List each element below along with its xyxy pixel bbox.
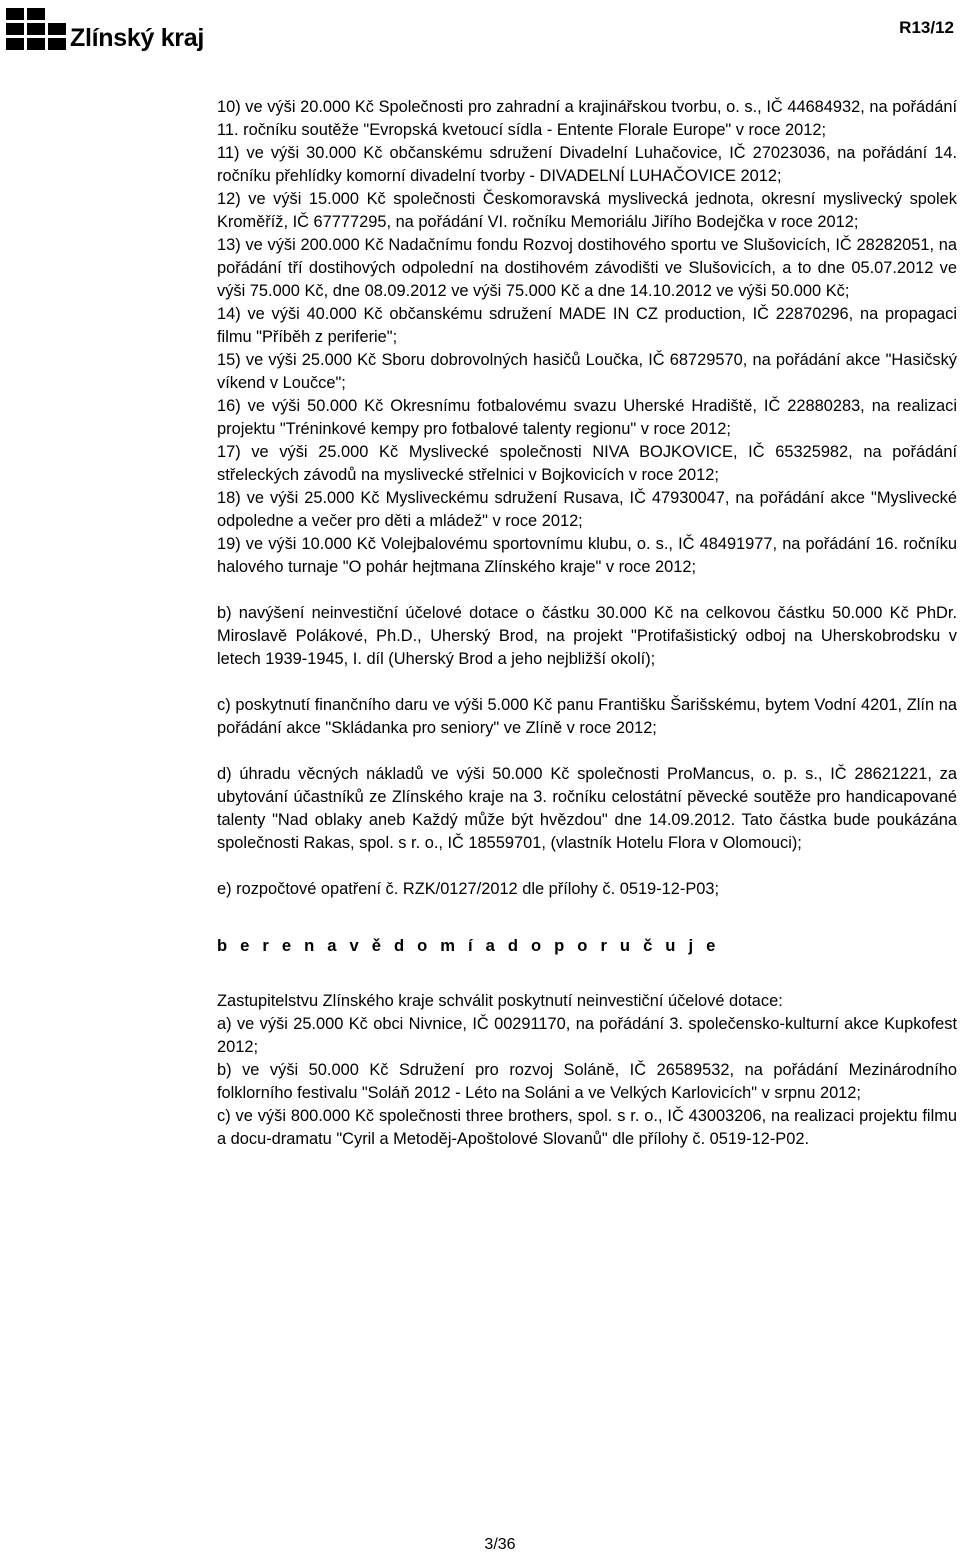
list-item: 16) ve výši 50.000 Kč Okresnímu fotbalovému svazu Uherské Hradiště, IČ 22880283, na realizaci projektu "Tréninkové kempy pro fotbalové talenty regionu" v roce 2012; bbox=[217, 397, 957, 438]
page-number bbox=[0, 1536, 960, 1554]
recommend-item-a: a) ve výši 25.000 Kč obci Nivnice, IČ 00291170, na pořádání 3. společensko-kulturní akce Kupkofest 2012; bbox=[217, 1015, 957, 1056]
section-e: e) rozpočtové opatření č. RZK/0127/2012 dle přílohy č. 0519-12-P03; bbox=[217, 880, 720, 898]
recommend-item-c: c) ve výši 800.000 Kč společnosti three brothers, spol. s r. o., IČ 43003206, na realizaci projektu filmu a docu-dramatu "Cyril a Metoděj-Apoštolové Slovanů" dle přílohy č. 0519-12-P02. bbox=[217, 1107, 957, 1148]
list-item: 14) ve výši 40.000 Kč občanskému sdružení MADE IN CZ production, IČ 22870296, na propagaci filmu "Příběh z periferie"; bbox=[217, 305, 957, 346]
recommend-intro: Zastupitelstvu Zlínského kraje schválit poskytnutí neinvestiční účelové dotace: bbox=[217, 992, 783, 1010]
list-item: 12) ve výši 15.000 Kč společnosti Českomoravská myslivecká jednota, okresní myslivecký spolek Kroměříž, IČ 67777295, na pořádání VI. ročníku Memoriálu Jiřího Bodejčka v roce 2012; bbox=[217, 190, 957, 231]
list-item: 19) ve výši 10.000 Kč Volejbalovému sportovnímu klubu, o. s., IČ 48491977, na pořádání 16. ročníku halového turnaje "O pohár hejtmana Zlínského kraje" v roce 2012; bbox=[217, 535, 957, 576]
zlinsky-kraj-logo bbox=[6, 8, 204, 53]
list-item: 17) ve výši 25.000 Kč Myslivecké společnosti NIVA BOJKOVICE, IČ 65325982, na pořádání střeleckých závodů na myslivecké střelnici v Bojkovicích v roce 2012; bbox=[217, 443, 957, 484]
logo-text: Zlínský kraj bbox=[70, 24, 204, 52]
section-c: c) poskytnutí finančního daru ve výši 5.000 Kč panu Františku Šarišskému, bytem Vodní 4201, Zlín na pořádání akce "Skládanka pro seniory" ve Zlíně v roce 2012; bbox=[217, 696, 957, 737]
document-body bbox=[217, 96, 957, 1151]
list-item: 18) ve výši 25.000 Kč Mysliveckému sdružení Rusava, IČ 47930047, na pořádání akce "Myslivecké odpoledne a večer pro děti a mládež" v roce 2012; bbox=[217, 489, 957, 530]
resolution-heading: b e r e n a v ě d o m í a d o p o r u č u j e bbox=[217, 936, 720, 955]
list-item: 10) ve výši 20.000 Kč Společnosti pro zahradní a krajinářskou tvorbu, o. s., IČ 44684932, na pořádání 11. ročníku soutěže "Evropská kvetoucí sídla - Entente Florale Europe" v roce 2012; bbox=[217, 98, 957, 139]
page-number-text: 3/36 bbox=[484, 1536, 516, 1553]
recommend-item-b: b) ve výši 50.000 Kč Sdružení pro rozvoj Soláně, IČ 26589532, na pořádání Mezinárodního folklorního festivalu "Soláň 2012 - Léto na Soláni a ve Velkých Karlovicích" v srpnu 2012; bbox=[217, 1061, 957, 1102]
logo-squares-icon bbox=[6, 8, 66, 50]
section-b: b) navýšení neinvestiční účelové dotace o částku 30.000 Kč na celkovou částku 50.000 Kč PhDr. Miroslavě Polákové, Ph.D., Uherský Brod, na projekt "Protifašistický odboj na Uherskobrodsku v letech 1939-1945, I. díl (Uherský Brod a jeho nejbližší okolí); bbox=[217, 604, 957, 668]
section-d: d) úhradu věcných nákladů ve výši 50.000 Kč společnosti ProMancus, o. p. s., IČ 28621221, za ubytování účastníků ze Zlínského kraje na 3. ročníku celostátní pěvecké soutěže pro handicapované talenty "Nad oblaky aneb Každý může být hvězdou" dne 14.09.2012. Tato částka bude poukázána společnosti Rakas, spol. s r. o., IČ 18559701, (vlastník Hotelu Flora v Olomouci); bbox=[217, 765, 957, 852]
list-item: 15) ve výši 25.000 Kč Sboru dobrovolných hasičů Loučka, IČ 68729570, na pořádání akce "Hasičský víkend v Loučce"; bbox=[217, 351, 957, 392]
document-code: R13/12 bbox=[899, 18, 954, 37]
list-item: 11) ve výši 30.000 Kč občanskému sdružení Divadelní Luhačovice, IČ 27023036, na pořádání 14. ročníku přehlídky komorní divadelní tvorby - DIVADELNÍ LUHAČOVICE 2012; bbox=[217, 144, 957, 185]
list-item: 13) ve výši 200.000 Kč Nadačnímu fondu Rozvoj dostihového sportu ve Slušovicích, IČ 28282051, na pořádání tří dostihových odpolední na dostihovém závodišti ve Slušovicích, a to dne 05.07.2012 ve výši 75.000 Kč, dne 08.09.2012 ve výši 75.000 Kč a dne 14.10.2012 ve výši 50.000 Kč; bbox=[217, 236, 957, 300]
